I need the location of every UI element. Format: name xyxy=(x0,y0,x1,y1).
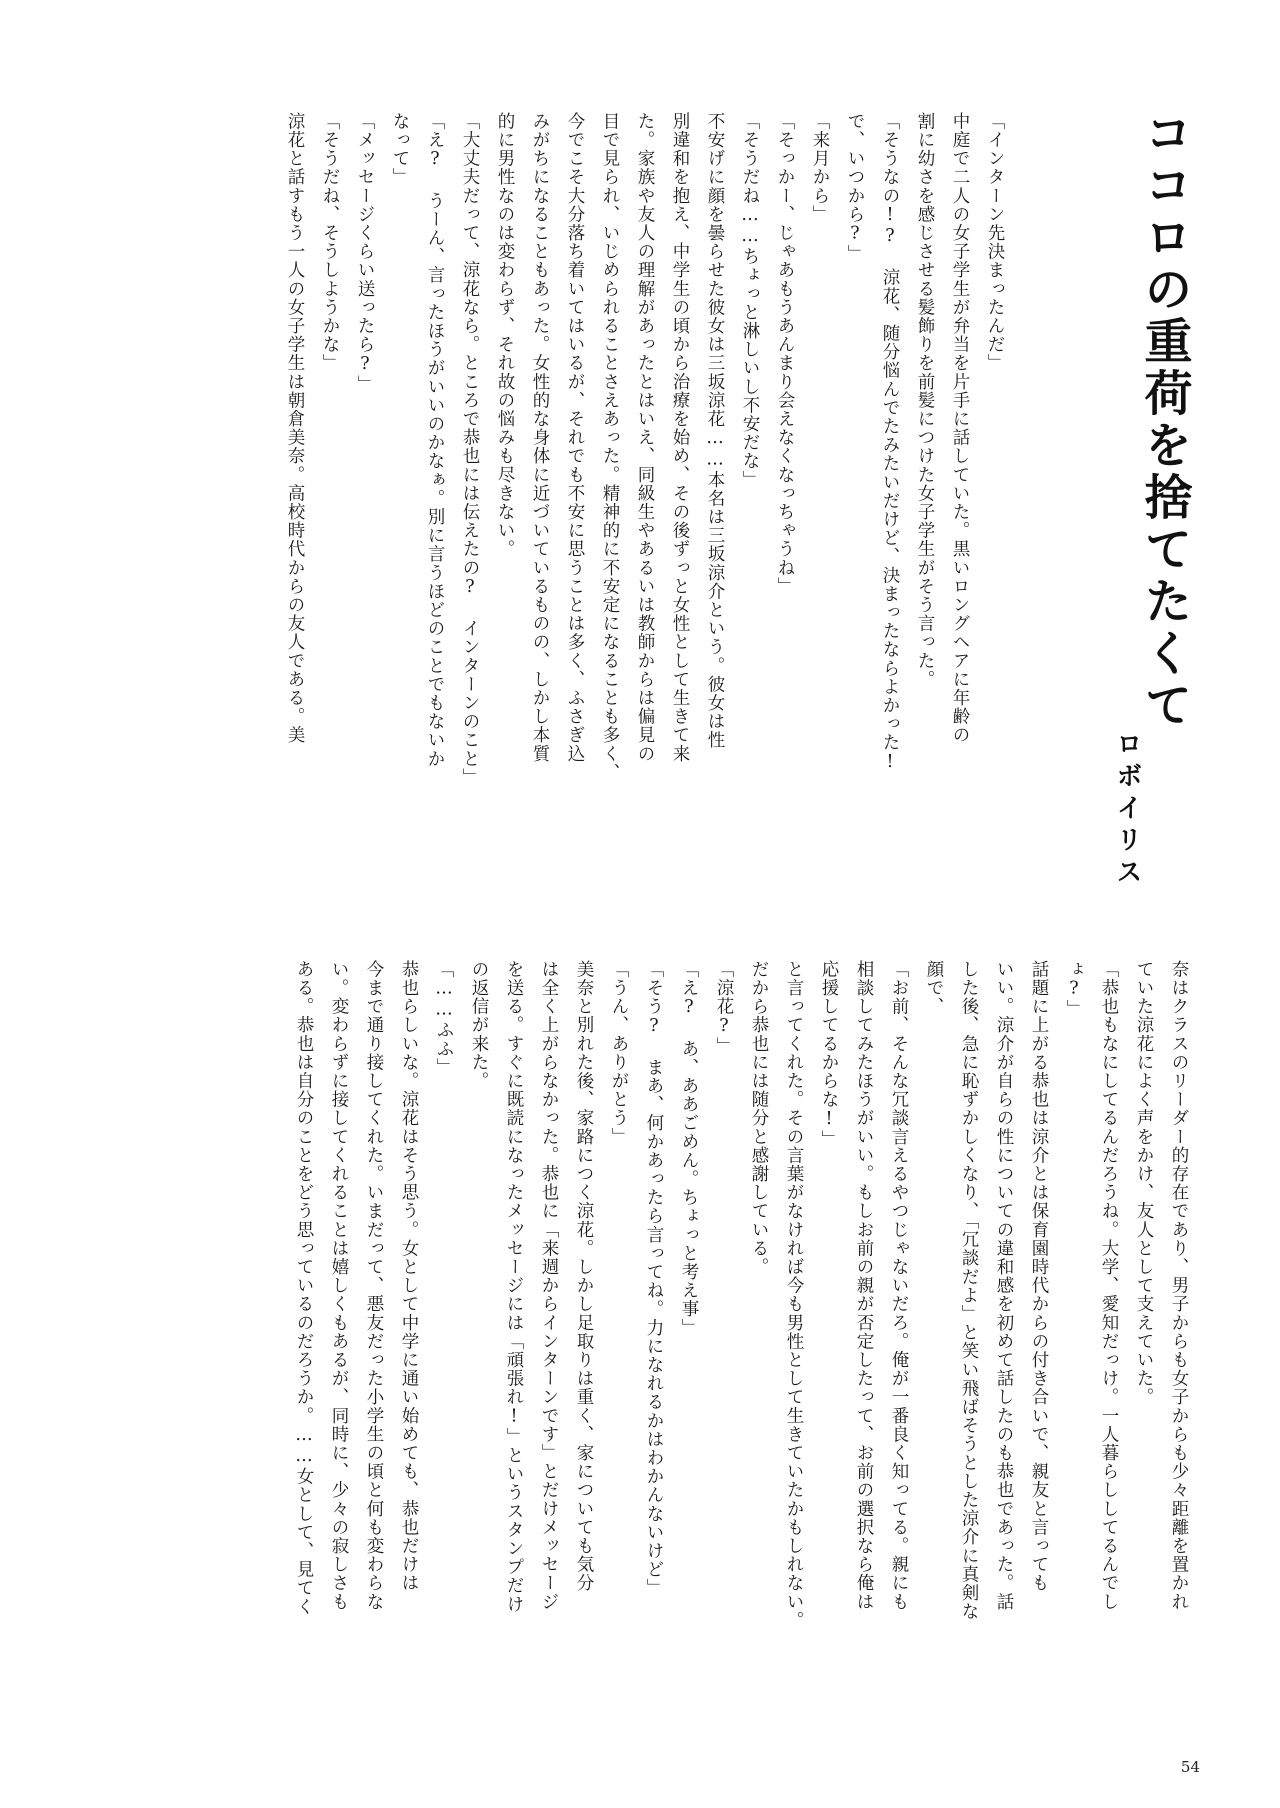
text-line: 「そっかー、じゃあもうあんまり会えなくなっちゃうね」 xyxy=(775,112,795,596)
text-line: 「来月から」 xyxy=(810,112,830,224)
text-line: 「え? うーん、言ったほうがいいのかなぁ。別に言うほどのことでもないか xyxy=(425,112,445,768)
text-line: だから恭也には随分と感謝している。 xyxy=(749,960,769,1277)
text-line: 応援してるからな!」 xyxy=(819,960,839,1149)
text-line: 涼花と話すもう一人の女子学生は朝倉美奈。高校時代からの友人である。美 xyxy=(285,112,305,745)
text-line: を送る。すぐに既読になったメッセージには「頑張れ!」というスタンプだけ xyxy=(504,960,524,1614)
text-line: 中庭で二人の女子学生が弁当を片手に話していた。黒いロングヘアに年齢の xyxy=(950,112,970,745)
text-line: と言ってくれた。その言葉がなければ今も男性として生きていたかもしれない。 xyxy=(784,960,804,1630)
text-line: 「メッセージくらい送ったら?」 xyxy=(355,112,375,394)
text-line: いい。涼介が自らの性についての違和感を初めて話したのも恭也であった。話 xyxy=(994,960,1014,1611)
text-line: 今まで通り接してくれた。いまだって、悪友だった小学生の頃と何も変わらな xyxy=(364,960,384,1611)
text-line: 恭也らしいな。涼花はそう思う。女として中学に通い始めても、恭也だけは xyxy=(399,960,419,1593)
story-title: ココロの重荷を捨てたくて xyxy=(1136,108,1192,732)
text-line: 「そうだね……ちょっと淋しいし不安だな」 xyxy=(740,112,760,489)
text-line: みがちになることもあった。女性的な身体に近づいているものの、しかし本質 xyxy=(530,112,550,763)
page-number: 54 xyxy=(1180,1758,1200,1776)
text-line: なって」 xyxy=(390,112,410,187)
text-line: 相談してみたほうがいい。もしお前の親が否定したって、お前の選択なら俺は xyxy=(854,960,874,1611)
text-line: い。変わらずに接してくれることは嬉しくもあるが、同時に、少々の寂しさも xyxy=(329,960,349,1611)
body-text-bottom xyxy=(156,960,1196,1700)
text-line: 不安げに顔を曇らせた彼女は三坂涼花……本名は三坂涼介という。彼女は性 xyxy=(705,112,725,750)
text-line: 顔で、 xyxy=(924,960,944,1016)
text-line: 「……ふふ」 xyxy=(434,960,454,1077)
text-line: 「そうなの!? 涼花、随分悩んでたみたいだけど、決まったならよかった! xyxy=(880,112,900,773)
text-line: 別違和を抱え、中学生の頃から治療を始め、その後ずっと女性として生きて来 xyxy=(670,112,690,763)
body-text-top xyxy=(285,112,1012,882)
text-line: 美奈と別れた後、家路につく涼花。しかし足取りは重く、家についても気分 xyxy=(574,960,594,1593)
text-line: 割に幼さを感じさせる髪飾りを前髪につけた女子学生がそう言った。 xyxy=(915,112,935,689)
text-line: 「大丈夫だって、涼花なら。ところで恭也には伝えたの? インターンのこと」 xyxy=(460,112,480,787)
text-line: 的に男性なのは変わらず、それ故の悩みも尽きない。 xyxy=(495,112,515,559)
text-line: 話題に上がる恭也は涼介とは保育園時代からの付き合いで、親友と言っても xyxy=(1029,960,1049,1593)
text-line: 今でこそ大分落ち着いてはいるが、それでも不安に思うことは多く、ふさぎ込 xyxy=(565,112,585,763)
text-line: ょ?」 xyxy=(1064,960,1084,1019)
text-line: は全く上がらなかった。恭也に「来週からインターンです」とだけメッセージ xyxy=(539,960,559,1611)
text-line: 奈はクラスのリーダー的存在であり、男子からも女子からも少々距離を置かれ xyxy=(1169,960,1189,1611)
text-line: 「え? あ、ああごめん。ちょっと考え事」 xyxy=(679,960,699,1337)
text-line: 「うん、ありがとう」 xyxy=(609,960,629,1146)
text-line: した後、急に恥ずかしくなり、「冗談だよ」と笑い飛ばそうとした涼介に真剣な xyxy=(959,960,979,1621)
text-line: 「涼花?」 xyxy=(714,960,734,1056)
text-line: 「お前、そんな冗談言えるやつじゃないだろ。俺が一番良く知ってる。親にも xyxy=(889,960,909,1611)
text-line: 「インターン先決まったんだ」 xyxy=(985,112,1005,373)
author-name: ロボイリス xyxy=(1112,730,1142,890)
text-line: 「恭也もなにしてるんだろうね。大学、愛知だっけ。一人暮らししてるんでし xyxy=(1099,960,1119,1611)
text-line: で、いつから?」 xyxy=(845,112,865,264)
text-line: ていた涼花によく声をかけ、友人として支えていた。 xyxy=(1134,960,1154,1407)
text-line: の返信が来た。 xyxy=(469,960,489,1091)
text-line: 「そうだね、そうしようかな」 xyxy=(320,112,340,373)
text-line: 目で見られ、いじめられることさえあった。精神的に不安定になることも多く、 xyxy=(600,112,620,782)
text-line: た。家族や友人の理解があったとはいえ、同級生やあるいは教師からは偏見の xyxy=(635,112,655,763)
text-line: 「そう? まあ、何かあったら言ってね。力になれるかはわかんないけど」 xyxy=(644,960,664,1598)
text-line: ある。恭也は自分のことをどう思っているのだろうか。……女として、見てく xyxy=(294,960,314,1616)
